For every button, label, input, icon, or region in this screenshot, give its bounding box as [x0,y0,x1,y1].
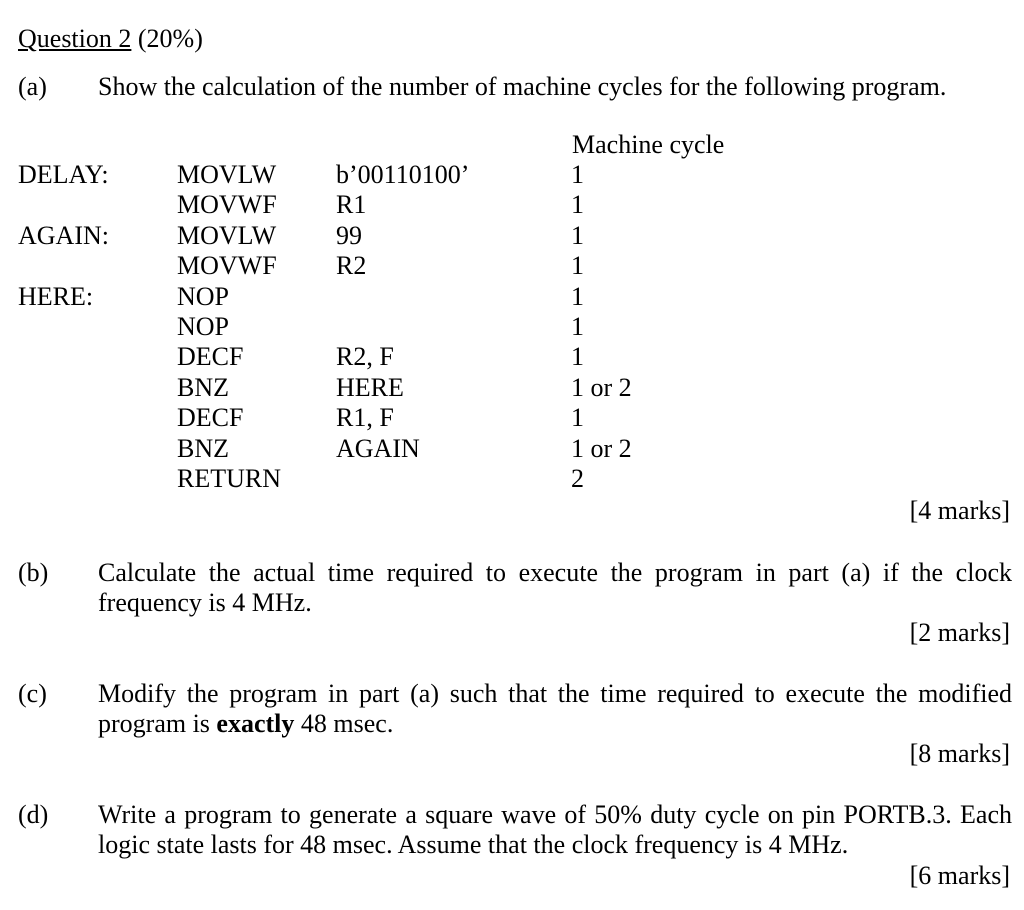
code-cycles: 1 [571,281,584,311]
code-cycles: 1 [571,342,584,372]
question-heading [18,24,203,54]
code-instruction: MOVLW [177,220,277,250]
code-instruction: MOVWF [177,190,277,220]
code-instruction: MOVWF [177,251,277,281]
code-instruction: NOP [177,281,230,311]
code-operand: R1, F [336,403,394,433]
code-row [0,403,1024,433]
code-operand: b’00110100’ [336,160,470,189]
code-row [0,342,1024,372]
code-row [0,221,1024,251]
code-cycles: 1 or 2 [571,372,632,402]
machine-cycle-header: Machine cycle [572,130,725,159]
code-row [0,160,1024,190]
code-row [0,464,1024,494]
question-weight: (20%) [137,24,203,53]
code-operand: R1 [336,190,367,220]
part-c-marks: [8 marks] [909,739,1010,768]
part-c-text [98,679,1012,739]
part-c-text-before: Modify the program in part (a) such that the time required to execute the modified program is [98,679,1012,738]
code-instruction: BNZ [177,433,229,463]
code-operand: 99 [336,220,362,250]
code-instruction: NOP [177,311,230,341]
part-c-text-bold: exactly [216,709,295,738]
code-cycles: 1 [571,220,584,250]
code-label: DELAY: [18,160,109,189]
part-b-marks: [2 marks] [909,618,1010,647]
code-row [0,312,1024,342]
code-cycles: 1 [571,403,584,433]
part-a-text: Show the calculation of the number of machine cycles for the following program. [98,72,947,101]
code-row [0,434,1024,464]
code-operand: HERE [336,372,404,402]
part-b-text: Calculate the actual time required to execute the program in part (a) if the clock frequency is 4 MHz. [98,558,1012,617]
program-listing [0,160,1024,494]
code-instruction: DECF [177,342,244,372]
code-cycles: 1 [571,311,584,341]
code-cycles: 1 [571,190,584,220]
part-a-marks: [4 marks] [909,496,1010,525]
code-label: HERE: [18,281,94,311]
part-d-marks: [6 marks] [909,861,1010,890]
code-instruction: MOVLW [177,160,277,189]
code-operand: R2 [336,251,367,281]
part-b-label: (b) [18,558,49,587]
code-operand: AGAIN [336,433,420,463]
question-title: Question 2 [18,24,132,53]
code-instruction: DECF [177,403,244,433]
code-cycles: 1 [571,251,584,281]
code-instruction: BNZ [177,372,229,402]
code-row [0,282,1024,312]
code-instruction: RETURN [177,463,281,493]
code-cycles: 2 [571,463,584,493]
part-d-text: Write a program to generate a square wave of 50% duty cycle on pin PORTB.3. Each logic state lasts for 48 msec. Assume that the clock frequency is 4 MHz. [98,800,1012,859]
part-c-text-after: 48 msec. [294,709,394,738]
code-row [0,251,1024,281]
code-label: AGAIN: [18,220,109,250]
code-row [0,190,1024,220]
code-row [0,373,1024,403]
part-c-label: (c) [18,679,47,708]
code-cycles: 1 [571,160,584,189]
code-cycles: 1 or 2 [571,433,632,463]
part-a-label: (a) [18,72,47,101]
code-operand: R2, F [336,342,394,372]
part-d-label: (d) [18,800,49,829]
